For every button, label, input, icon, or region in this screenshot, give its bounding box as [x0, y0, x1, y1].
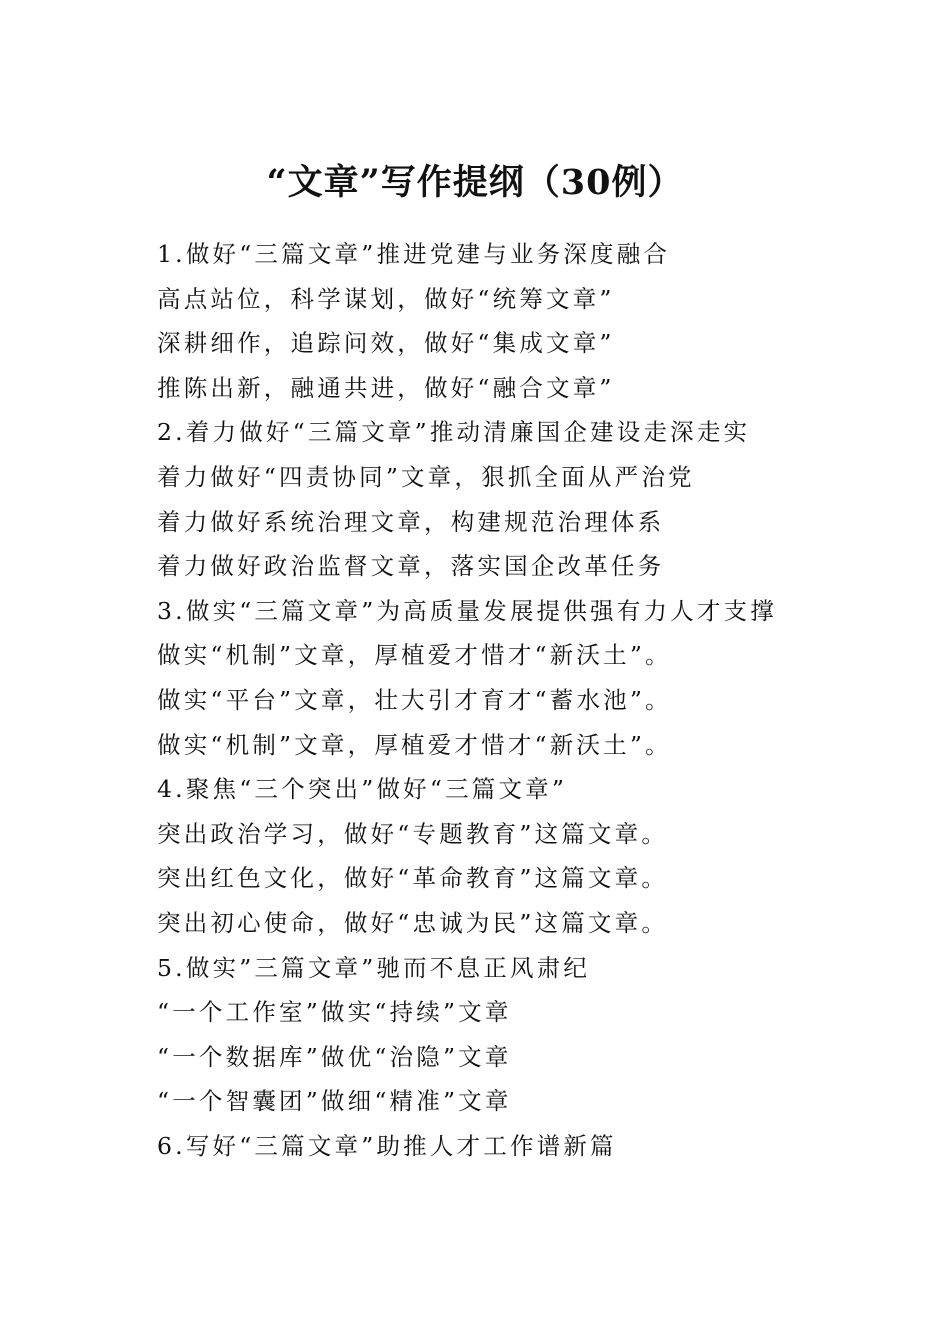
outline-list: [157, 232, 917, 1168]
outline-item: 高点站位，科学谋划，做好“统筹文章”: [157, 284, 615, 313]
outline-item: 推陈出新，融通共进，做好“融合文章”: [157, 373, 615, 402]
outline-heading-5: 5.做实”三篇文章”驰而不息正风肃纪: [157, 953, 591, 982]
outline-item: 着力做好政治监督文章，落实国企改革任务: [157, 552, 665, 581]
outline-item: 做实“机制”文章，厚植爱才惜才“新沃土”。: [157, 730, 672, 759]
outline-heading-6: 6.写好“三篇文章”助推人才工作谱新篇: [157, 1131, 617, 1160]
outline-heading-1: 1.做好“三篇文章”推进党建与业务深度融合: [157, 240, 671, 268]
outline-heading-4: 4.聚焦“三个突出”做好“三篇文章”: [157, 775, 568, 804]
outline-heading-2: 2.着力做好“三篇文章”推动清廉国企建设走深走实: [157, 418, 751, 447]
outline-heading-3: 3.做实“三篇文章”为高质量发展提供强有力人才支撑: [157, 596, 777, 625]
outline-item: 深耕细作，追踪问效，做好“集成文章”: [157, 329, 615, 358]
outline-item: 突出红色文化，做好“革命教育”这篇文章。: [157, 864, 669, 893]
outline-item: “一个工作室”做实“持续”文章: [157, 998, 512, 1027]
outline-item: 做实“平台”文章，壮大引才育才“蓄水池”。: [157, 685, 672, 714]
outline-item: 着力做好系统治理文章，构建规范治理体系: [157, 507, 665, 536]
outline-item: “一个智囊团”做细“精准”文章: [157, 1087, 512, 1116]
outline-item: “一个数据库”做优“治隐”文章: [157, 1042, 512, 1071]
outline-item: 着力做好“四责协同”文章，狠抓全面从严治党: [157, 462, 695, 491]
outline-item: 突出初心使命，做好“忠诚为民”这篇文章。: [157, 908, 669, 937]
document-title: “文章”写作提纲（30例）: [266, 162, 684, 204]
outline-item: 突出政治学习，做好“专题教育”这篇文章。: [157, 819, 669, 848]
outline-item: 做实“机制”文章，厚植爱才惜才“新沃土”。: [157, 641, 672, 670]
